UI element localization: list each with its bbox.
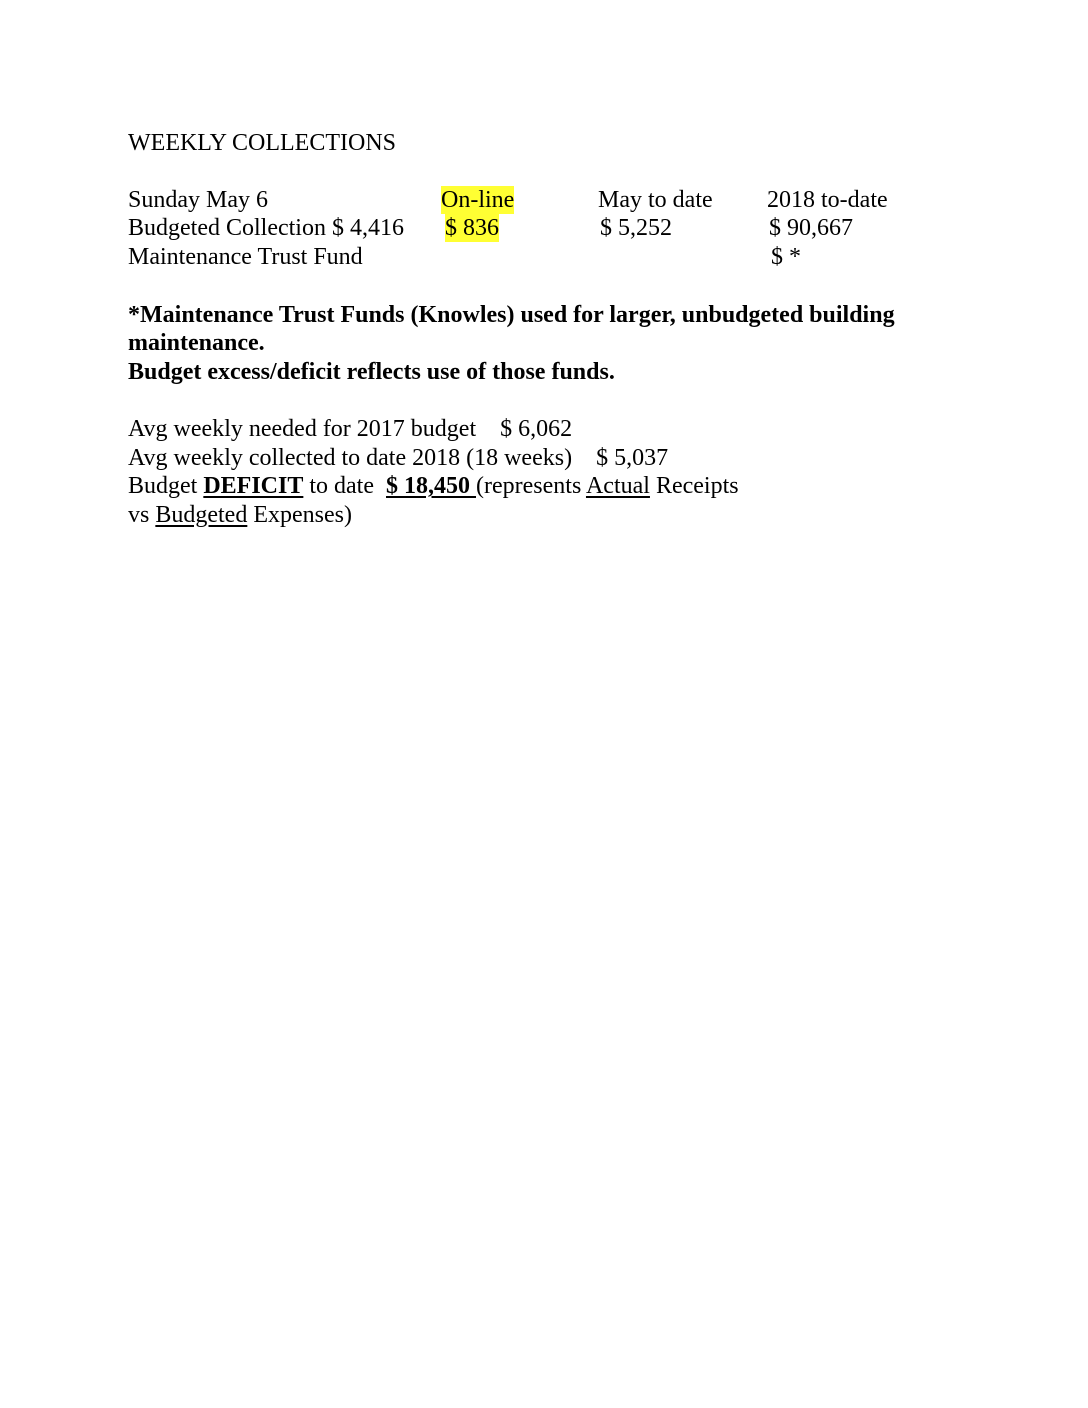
row-budgeted-label: Budgeted Collection $ 4,416 bbox=[128, 215, 404, 241]
budget-deficit-line-2 bbox=[128, 501, 352, 529]
deficit-paren-start: (represents bbox=[476, 473, 586, 499]
header-month-to-date: May to date bbox=[598, 187, 713, 213]
receipts-word: Receipts bbox=[649, 473, 739, 499]
vs-word: vs bbox=[128, 502, 156, 528]
row-maintenance-label: Maintenance Trust Fund bbox=[128, 244, 363, 270]
note-line-3: Budget excess/deficit reflects use of those funds. bbox=[128, 359, 615, 385]
avg-weekly-collected: Avg weekly collected to date 2018 (18 weeks) $ 5,037 bbox=[128, 445, 669, 471]
row-maintenance-year: $ * bbox=[771, 244, 801, 270]
deficit-word: DEFICIT bbox=[203, 473, 304, 499]
actual-word: Actual bbox=[585, 473, 650, 499]
deficit-mid: to date bbox=[303, 473, 386, 499]
deficit-prefix: Budget bbox=[128, 473, 204, 499]
expenses-word: Expenses) bbox=[247, 502, 352, 528]
budgeted-word: Budgeted bbox=[155, 502, 248, 528]
avg-weekly-needed: Avg weekly needed for 2017 budget $ 6,062 bbox=[128, 416, 573, 442]
row-budgeted-month: $ 5,252 bbox=[600, 215, 672, 241]
note-line-1: *Maintenance Trust Funds (Knowles) used for larger, unbudgeted building bbox=[128, 302, 895, 328]
deficit-amount: $ 18,450 bbox=[386, 473, 476, 499]
row-budgeted-online: $ 836 bbox=[445, 215, 499, 241]
row-budgeted-year: $ 90,667 bbox=[769, 215, 853, 241]
budget-deficit-line bbox=[128, 472, 739, 500]
header-date: Sunday May 6 bbox=[128, 187, 268, 213]
header-online: On-line bbox=[441, 187, 515, 213]
header-year-to-date: 2018 to-date bbox=[767, 187, 888, 213]
note-line-2: maintenance. bbox=[128, 330, 265, 356]
page-title: WEEKLY COLLECTIONS bbox=[128, 130, 396, 156]
